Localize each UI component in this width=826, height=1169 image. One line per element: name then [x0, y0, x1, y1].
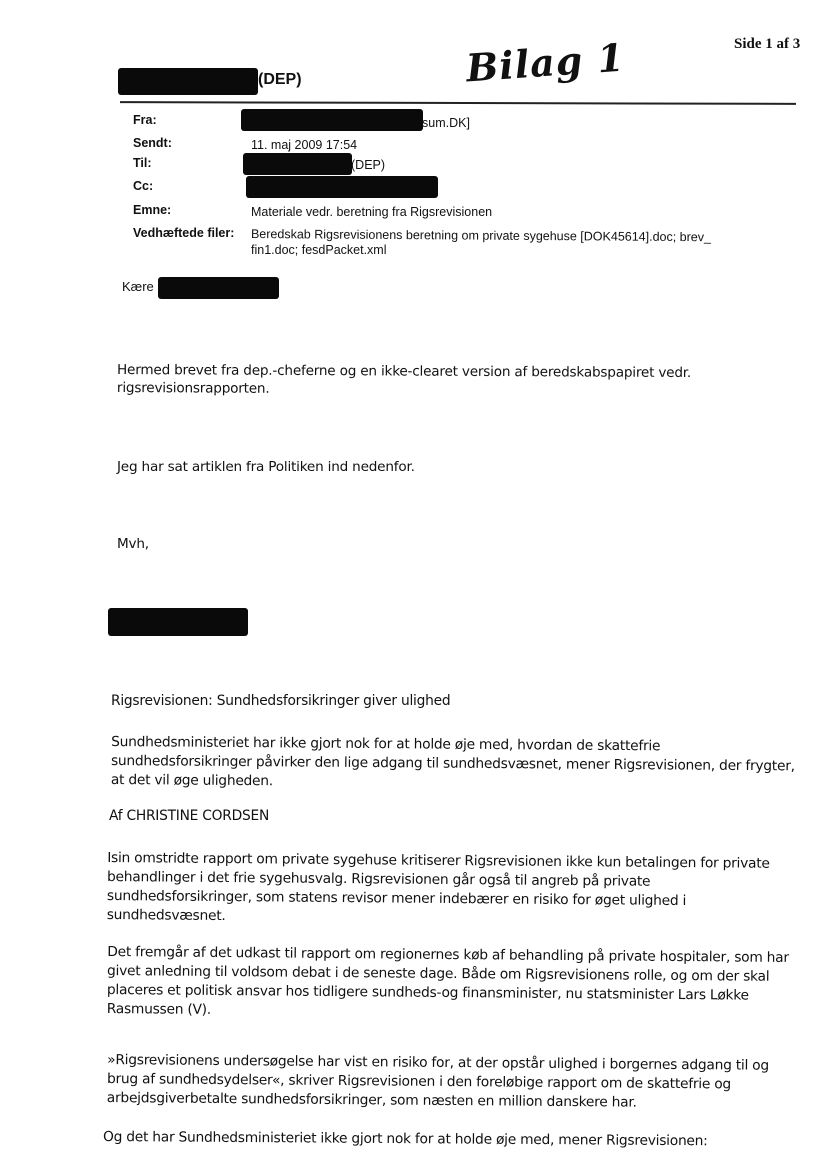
attachments-label: Vedhæftede filer: [133, 226, 235, 240]
attachments-value-line1: Beredskab Rigsrevisionens beretning om private sygehuse [DOK45614].doc; brev_ [250, 227, 712, 245]
header-divider [120, 101, 796, 105]
article-byline: Af CHRISTINE CORDSEN [109, 808, 270, 824]
to-label: Til: [133, 156, 152, 170]
article-lead-text: Sundhedsministeriet har ikke gjort nok for at holde øje med, hvordan de skattefrie sundhedsforsikringer påvirker den lige adgang til sundhedsvæsnet, mener Rigsrevisionen, der frygter, at det vil øge uligheden. [110, 734, 795, 790]
article-paragraph-text: Og det har Sundhedsministeriet ikke gjort nok for at holde øje med, mener Rigsrevisionen: [102, 1129, 708, 1150]
cc-label: Cc: [133, 179, 154, 193]
subject-value: Materiale vedr. beretning fra Rigsrevisionen [251, 205, 493, 219]
article-lead [111, 733, 801, 795]
redaction-cc [246, 176, 438, 198]
redaction-recipient [158, 277, 279, 299]
email-paragraph: Hermed brevet fra dep.-cheferne og en ikke-clearet version af beredskabspapiret vedr. rigsrevisionsrapporten. [116, 362, 692, 397]
article-paragraph-text: Isin omstridte rapport om private sygehuse kritiserer Rigsrevisionen ikke kun betalingen for private behandlinger i det frie sygehusvalg. Rigsrevisionen går også til angreb på private sundhedsforsikringer, som statens revisor mener indebærer en risiko for øget ulighed i sundhedsvæsnet. [106, 850, 770, 925]
redaction-signature [108, 608, 248, 636]
article-paragraph [107, 943, 798, 1025]
article-paragraph-text: Det fremgår af det udkast til rapport om regionernes køb af behandling på private hospitaler, som har givet anledning til voldsom debat i de seneste dage. Både om Rigsrevisionens rolle, og om der skal placeres et politisk ansvar hos tidligere sundheds-og finansminister, nu statsminister Lars Løkke Rasmussen (V). [106, 944, 789, 1018]
sent-value: 11. maj 2009 17:54 [251, 138, 358, 152]
email-signoff: Mvh, [117, 536, 149, 552]
article-paragraph [107, 1051, 797, 1114]
email-paragraph: Jeg har sat artiklen fra Politiken ind nedenfor. [117, 459, 415, 475]
bilag-stamp: Bilag 1 [464, 34, 627, 91]
redaction-sender-name [118, 68, 258, 95]
article-paragraph-text: »Rigsrevisionens undersøgelse har vist en risiko for, at der opstår ulighed i borgernes adgang til og brug af sundhedsydelser«, skriver Rigsrevisionen i den foreløbige rapport om de skattefrie og arbejdsgiverbetalte sundhedsforsikringer, som næsten en million danskere har. [106, 1052, 769, 1111]
sender-department: (DEP) [258, 71, 302, 88]
salutation: Kære [122, 279, 154, 294]
sent-label: Sendt: [133, 136, 172, 150]
article-title: Rigsrevisionen: Sundhedsforsikringer giver ulighed [111, 693, 451, 709]
subject-label: Emne: [133, 203, 172, 217]
article-paragraph [103, 1128, 793, 1152]
to-value: (DEP) [351, 158, 386, 172]
page-number: Side 1 af 3 [734, 36, 801, 52]
from-label: Fra: [133, 113, 157, 127]
redaction-to [243, 153, 352, 175]
from-value: sum.DK] [422, 116, 470, 130]
article-paragraph [107, 849, 798, 931]
redaction-from [241, 109, 423, 131]
attachments-value-line2: fin1.doc; fesdPacket.xml [251, 243, 387, 257]
